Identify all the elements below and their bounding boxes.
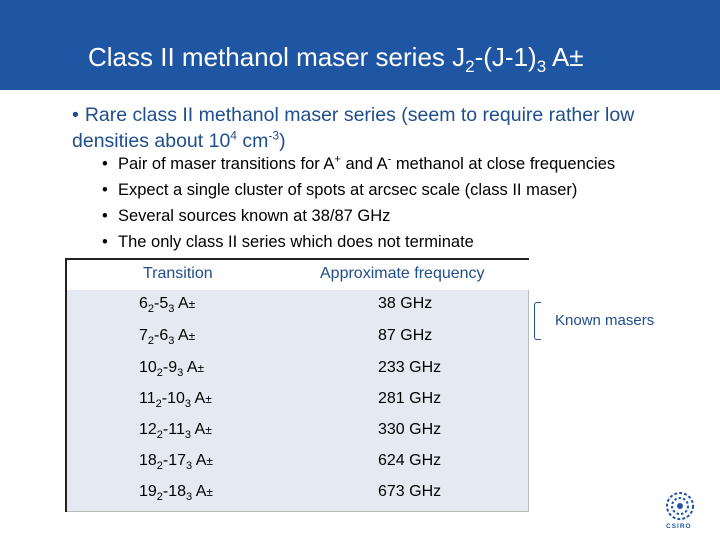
cell-pm: ± [205,392,212,406]
cell-sub: 3 [177,367,184,379]
cell-text: 18 [139,452,157,469]
header-transition: Transition [143,265,213,282]
main-bullet [72,102,692,154]
bullet-marker: • [102,155,108,173]
sub-bullet-item [102,177,708,203]
cell-sub: 3 [184,398,191,410]
frequency-cell: 281 GHz [378,390,442,407]
main-bullet-text: Rare class II methanol maser series (seem to require rather low densities about 10 [72,104,635,152]
known-masers-label: Known masers [555,312,655,329]
cell-pm: ± [188,297,196,311]
cell-pm: ± [206,454,213,468]
cell-text: 6 [139,295,148,312]
sub-bullet-text: The only class II series which does not terminate [118,233,474,251]
cell-text: 7 [139,327,148,344]
cell-text: -5 [154,295,169,312]
title-subscript: 2 [465,57,475,76]
sub-bullet-item [102,229,708,255]
cell-sub: 2 [147,303,155,315]
cell-pm: ± [188,329,196,343]
slide-title [88,42,584,76]
cell-text: -18 [162,483,187,500]
cell-sub: 2 [147,335,155,347]
transition-cell [139,359,204,377]
cell-pm: ± [197,361,205,375]
transition-cell [139,390,212,408]
frequency-cell: 87 GHz [378,327,433,344]
cell-text: -11 [162,421,185,438]
sub-bullet-item [102,151,708,177]
cell-sub: 2 [156,460,163,472]
main-bullet-unit: cm [236,130,269,152]
title-text-end: A± [546,42,584,72]
cell-text: 10 [139,359,157,376]
cell-sub: 3 [184,429,191,441]
sub-bullet-text: and A [340,155,388,173]
bullet-marker: • [102,181,108,199]
cell-text: A [192,452,207,469]
superscript: - [387,153,392,166]
cell-sub: 3 [168,335,175,347]
main-bullet-close: ) [279,130,286,152]
cell-sub: 3 [186,491,193,503]
frequency-cell: 233 GHz [378,359,442,376]
header-frequency: Approximate frequency [320,265,485,282]
transition-cell [139,327,195,345]
bullet-marker: • [102,233,108,251]
cell-text: -9 [162,359,178,376]
frequency-cell: 38 GHz [378,295,433,312]
cell-text: A [174,295,189,312]
cell-sub: 3 [186,460,193,472]
known-masers-bracket [534,302,541,340]
sub-bullet-list [102,151,708,255]
cell-pm: ± [205,423,212,437]
cell-sub: 2 [156,429,163,441]
cell-text: A [190,390,206,407]
cell-text: A [183,359,198,376]
transition-cell [139,421,212,439]
cell-text: -6 [154,327,169,344]
cell-text: A [174,327,189,344]
transition-cell [139,452,213,470]
title-text: Class II methanol maser series J [88,42,466,72]
cell-text: A [192,483,207,500]
cell-sub: 3 [168,303,175,315]
transition-cell [139,483,213,501]
bullet-marker: • [102,207,108,225]
csiro-logo-text: CSIRO [666,523,692,530]
cell-text: -10 [161,390,185,407]
sub-bullet-item [102,203,708,229]
cell-text: 12 [139,421,157,438]
cell-text: 11 [139,390,156,407]
bullet-marker: • [72,104,79,126]
sub-bullet-text: Several sources known at 38/87 GHz [118,207,391,225]
sub-bullet-text: Pair of maser transitions for A [118,155,335,173]
cell-sub: 2 [156,491,163,503]
cell-text: A [190,421,206,438]
cell-sub: 2 [155,398,162,410]
cell-sub: 2 [156,367,163,379]
frequency-cell: 624 GHz [378,452,442,469]
transition-cell [139,295,195,313]
exponent: 4 [230,128,237,143]
title-text-mid: -(J-1) [474,42,537,72]
superscript: + [334,153,341,166]
title-bar [0,0,720,90]
cell-text: -17 [162,452,187,469]
frequency-cell: 330 GHz [378,421,442,438]
title-subscript-2: 3 [536,57,547,76]
exponent-2: -3 [268,128,280,143]
transition-table [65,258,529,512]
sub-bullet-text: Expect a single cluster of spots at arcsec scale (class II maser) [118,181,578,199]
sub-bullet-text: methanol at close frequencies [391,155,616,173]
cell-pm: ± [206,485,213,499]
frequency-cell: 673 GHz [378,483,442,500]
cell-text: 19 [139,483,157,500]
